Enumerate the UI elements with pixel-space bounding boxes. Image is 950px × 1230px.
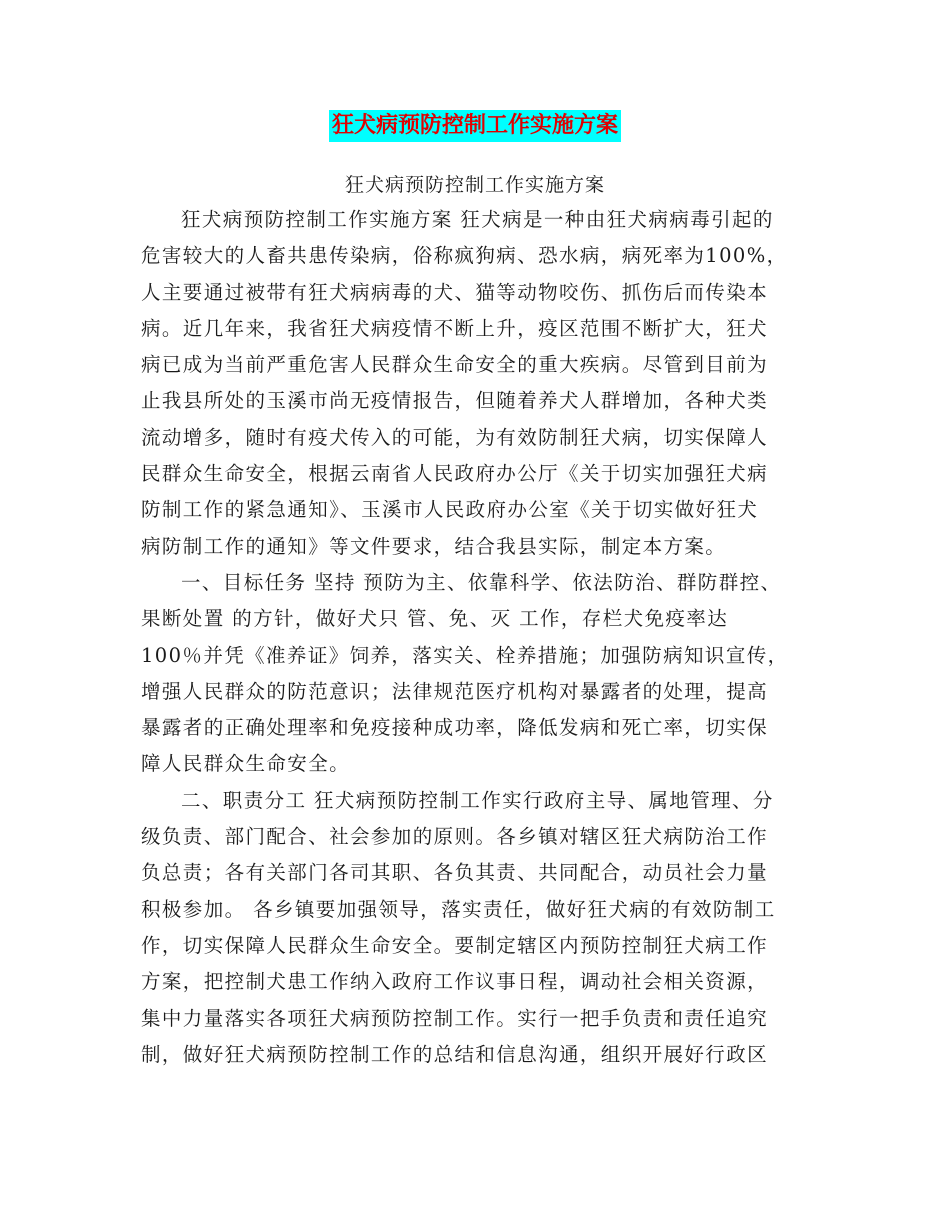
body-line: 防制工作的紧急通知》、玉溪市人民政府办公室《关于切实做好狂犬: [141, 498, 759, 522]
body-line: 暴露者的正确处理率和免疫接种成功率，降低发病和死亡率，切实保: [141, 716, 769, 740]
body-line: 积极参加。 各乡镇要加强领导，落实责任，做好狂犬病的有效防制工: [141, 897, 776, 921]
body-line: 方案，把控制犬患工作纳入政府工作议事日程，调动社会相关资源，: [141, 970, 769, 994]
body-line: 二、职责分工 狂犬病预防控制工作实行政府主导、属地管理、分: [181, 788, 774, 812]
document-body: [141, 202, 811, 1073]
body-line: 障人民群众生命安全。: [141, 752, 351, 776]
body-line: 增强人民群众的防范意识；法律规范医疗机构对暴露者的处理，提高: [141, 679, 769, 703]
body-line: 流动增多，随时有疫犬传入的可能，为有效防制狂犬病，切实保障人: [141, 425, 769, 449]
body-line: 止我县所处的玉溪市尚无疫情报告，但随着养犬人群增加，各种犬类: [141, 389, 769, 413]
body-line: 危害较大的人畜共患传染病，俗称疯狗病、恐水病，病死率为100%，: [141, 244, 788, 268]
body-line: 病已成为当前严重危害人民群众生命安全的重大疾病。尽管到目前为: [141, 353, 769, 377]
body-line: 一、目标任务 坚持 预防为主、依靠科学、依法防治、群防群控、: [181, 570, 782, 594]
body-line: 集中力量落实各项狂犬病预防控制工作。实行一把手负责和责任追究: [141, 1006, 769, 1030]
body-line: 狂犬病预防控制工作实施方案 狂犬病是一种由狂犬病病毒引起的: [181, 208, 774, 231]
body-line: 100％并凭《准养证》饲养，落实关、栓养措施；加强防病知识宣传，: [141, 643, 789, 667]
body-line: 民群众生命安全，根据云南省人民政府办公厅《关于切实加强狂犬病: [141, 462, 769, 486]
heading-container: [0, 110, 950, 142]
body-line: 人主要通过被带有狂犬病病毒的犬、猫等动物咬伤、抓伤后而传染本: [141, 280, 769, 304]
body-line: 病。近几年来，我省狂犬病疫情不断上升，疫区范围不断扩大，狂犬: [141, 316, 769, 340]
body-line: 作，切实保障人民群众生命安全。要制定辖区内预防控制狂犬病工作: [141, 933, 769, 957]
document-heading: 狂犬病预防控制工作实施方案: [329, 110, 621, 142]
body-line: 病防制工作的通知》等文件要求，结合我县实际，制定本方案。: [141, 534, 727, 558]
body-line: 果断处置 的方针，做好犬只 管、免、灭 工作，存栏犬免疫率达: [141, 607, 729, 631]
document-subtitle: 狂犬病预防控制工作实施方案: [344, 174, 605, 196]
body-line: 负总责；各有关部门各司其职、各负其责、共同配合，动员社会力量: [141, 861, 769, 885]
body-line: 级负责、部门配合、社会参加的原则。各乡镇对辖区狂犬病防治工作: [141, 825, 769, 849]
body-line: 制，做好狂犬病预防控制工作的总结和信息沟通，组织开展好行政区: [141, 1042, 769, 1066]
